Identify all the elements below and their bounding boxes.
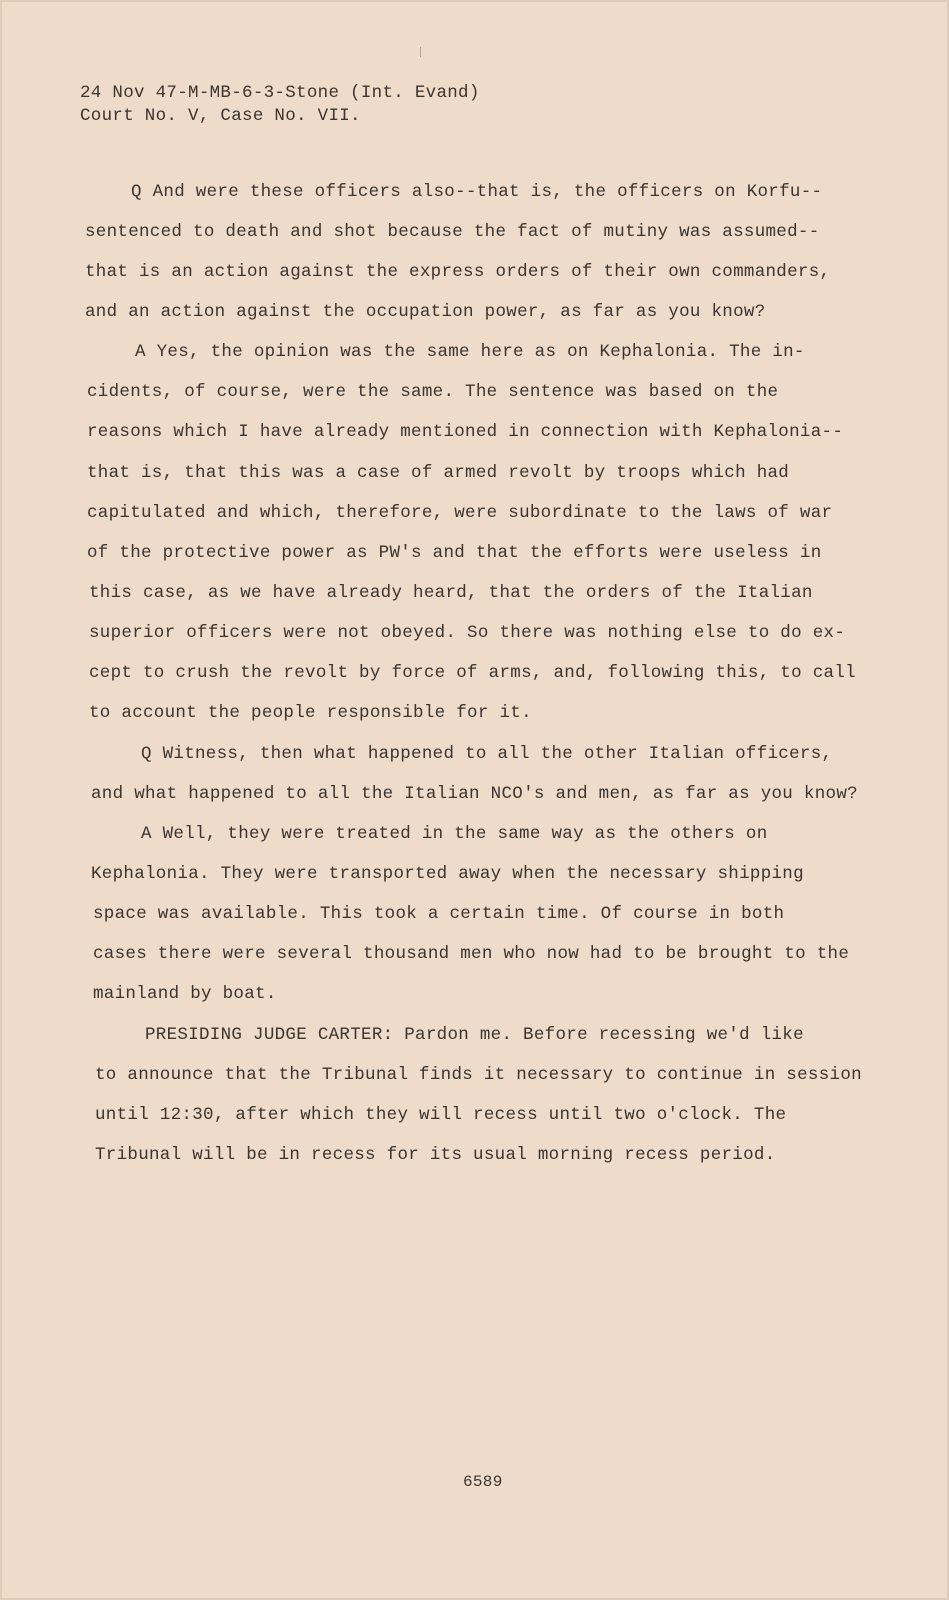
- text-line: until 12:30, after which they will recess until two o'clock. The: [95, 1105, 787, 1125]
- text-line: to account the people responsible for it.: [89, 703, 532, 723]
- text-line: mainland by boat.: [93, 984, 277, 1004]
- document-header: [80, 82, 580, 128]
- text-line: sentenced to death and shot because the fact of mutiny was assumed--: [85, 222, 820, 242]
- text-line: A Yes, the opinion was the same here as on Kephalonia. The in-: [135, 342, 805, 362]
- text-line: of the protective power as PW's and that the efforts were useless in: [87, 543, 822, 563]
- text-line: to announce that the Tribunal finds it necessary to continue in session: [95, 1065, 862, 1085]
- text-line: that is, that this was a case of armed revolt by troops which had: [87, 463, 790, 483]
- text-line: PRESIDING JUDGE CARTER: Pardon me. Before recessing we'd like: [145, 1025, 804, 1045]
- text-line: this case, as we have already heard, that the orders of the Italian: [89, 583, 813, 603]
- page-number: 6589: [463, 1473, 503, 1491]
- text-line: superior officers were not obeyed. So there was nothing else to do ex-: [89, 623, 846, 643]
- text-line: space was available. This took a certain time. Of course in both: [93, 904, 785, 924]
- text-line: Q Witness, then what happened to all the other Italian officers,: [141, 744, 833, 764]
- text-line: and what happened to all the Italian NCO's and men, as far as you know?: [91, 784, 858, 804]
- text-line: cases there were several thousand men who now had to be brought to the: [93, 944, 850, 964]
- text-line: Tribunal will be in recess for its usual morning recess period.: [95, 1145, 776, 1165]
- text-line: cidents, of course, were the same. The sentence was based on the: [87, 382, 779, 402]
- text-line: that is an action against the express orders of their own commanders,: [85, 262, 831, 282]
- text-line: cept to crush the revolt by force of arms, and, following this, to call: [89, 663, 856, 683]
- header-line-court-case: Court No. V, Case No. VII.: [80, 106, 361, 126]
- text-line: Kephalonia. They were transported away when the necessary shipping: [91, 864, 804, 884]
- text-line: Q And were these officers also--that is, the officers on Korfu--: [131, 182, 823, 202]
- text-line: and an action against the occupation power, as far as you know?: [85, 302, 766, 322]
- header-line-date-reference: 24 Nov 47-M-MB-6-3-Stone (Int. Evand): [80, 83, 480, 103]
- paper-mark: [420, 47, 421, 57]
- text-line: A Well, they were treated in the same way as the others on: [141, 824, 768, 844]
- text-line: reasons which I have already mentioned in connection with Kephalonia--: [87, 422, 844, 442]
- text-line: capitulated and which, therefore, were subordinate to the laws of war: [87, 503, 833, 523]
